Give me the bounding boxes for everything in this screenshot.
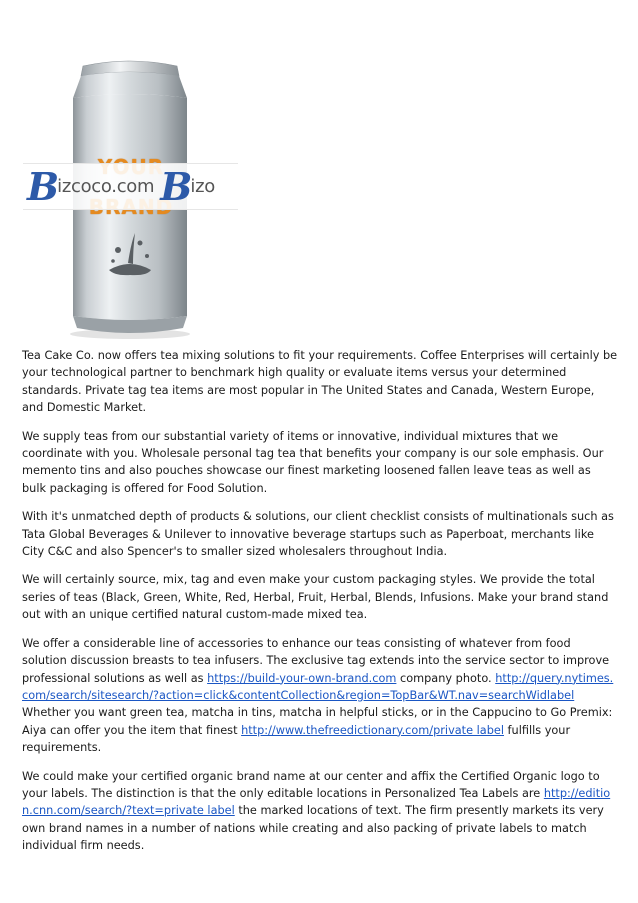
paragraph-5-text-3: Whether you want green tea, matcha in tins, matcha in helpful sticks, or in the Cappucino to Go Premix: Aiya can offer you the item that finest [22,706,613,737]
paragraph-2: We supply teas from our substantial variety of items or innovative, individual mixtures that we coordinate with you. Wholesale personal tag tea that benefits your company is our sole emphasis. Our memento tins and also pouches showcase our finest marketing loosened fallen leave teas as well as bulk packaging is offered for Food Solution. [22,429,604,495]
paragraph-4: We will certainly source, mix, tag and even make your custom packaging styles. We provide the total series of teas (Black, Green, White, Red, Herbal, Fruit, Herbal, Blends, Infusions. Make your brand stand out with an unique certified natural custom-made mixed tea. [22,573,609,622]
nytimes-search-link[interactable]: http://query.nytimes.com/search/sitesearch/?action=click&contentCollection&region=TopBar&WT.nav=searchWidlabel [22,671,614,702]
cnn-search-link[interactable]: http://edition.cnn.com/search/?text=private label [22,786,611,818]
watermark-banner [23,163,238,210]
product-can-image [23,58,238,340]
watermark-text: izcoco.com [57,176,155,197]
paragraph-1: Tea Cake Co. now offers tea mixing solutions to fit your requirements. Coffee Enterprises will certainly be your technological partner to benchmark high quality or evaluate items versus your determined standards. Private tag tea items are most popular in The United States and Canada, Western Europe, and Domestic Market. [22,349,618,415]
watermark-logo-mark-2: B [160,163,193,209]
paragraph-5-text-2: company photo. [396,671,496,685]
build-your-own-brand-link[interactable]: https://build-your-own-brand.com [207,671,397,685]
paragraph-3: With it's unmatched depth of products & solutions, our client checklist consists of multinationals such as Tata Global Beverages & Unilever to innovative beverage startups such as Paperboat, merchants like City C&C and also Spencer's to smaller sized wholesalers throughout India. [22,510,614,559]
paragraph-5-text-4: fulfills your requirements. [22,723,571,755]
paragraph-6-text-2: the marked locations of text. The firm presently markets its very own brand names in a number of nations while creating and also packing of private labels to match individual firm needs. [22,804,604,853]
paragraph-6-text-1: We could make your certified organic brand name at our center and affix the Certified Organic logo to your labels. The distinction is that the only editable locations in Personalized Tea Labels are [22,769,600,800]
paragraph-5-text-1: We offer a considerable line of accessories to enhance our teas consisting of whatever from food solution discussion breasts to tea infusers. The exclusive tag extends into the service sector to improve professional solutions as well as [22,636,610,685]
watermark-logo-mark: B [27,163,60,209]
freedictionary-link[interactable]: http://www.thefreedictionary.com/private label [241,723,504,737]
paragraph-5 [22,635,618,757]
article-body [22,347,618,866]
watermark-text-2: izo [190,176,215,197]
paragraph-6 [22,768,618,855]
